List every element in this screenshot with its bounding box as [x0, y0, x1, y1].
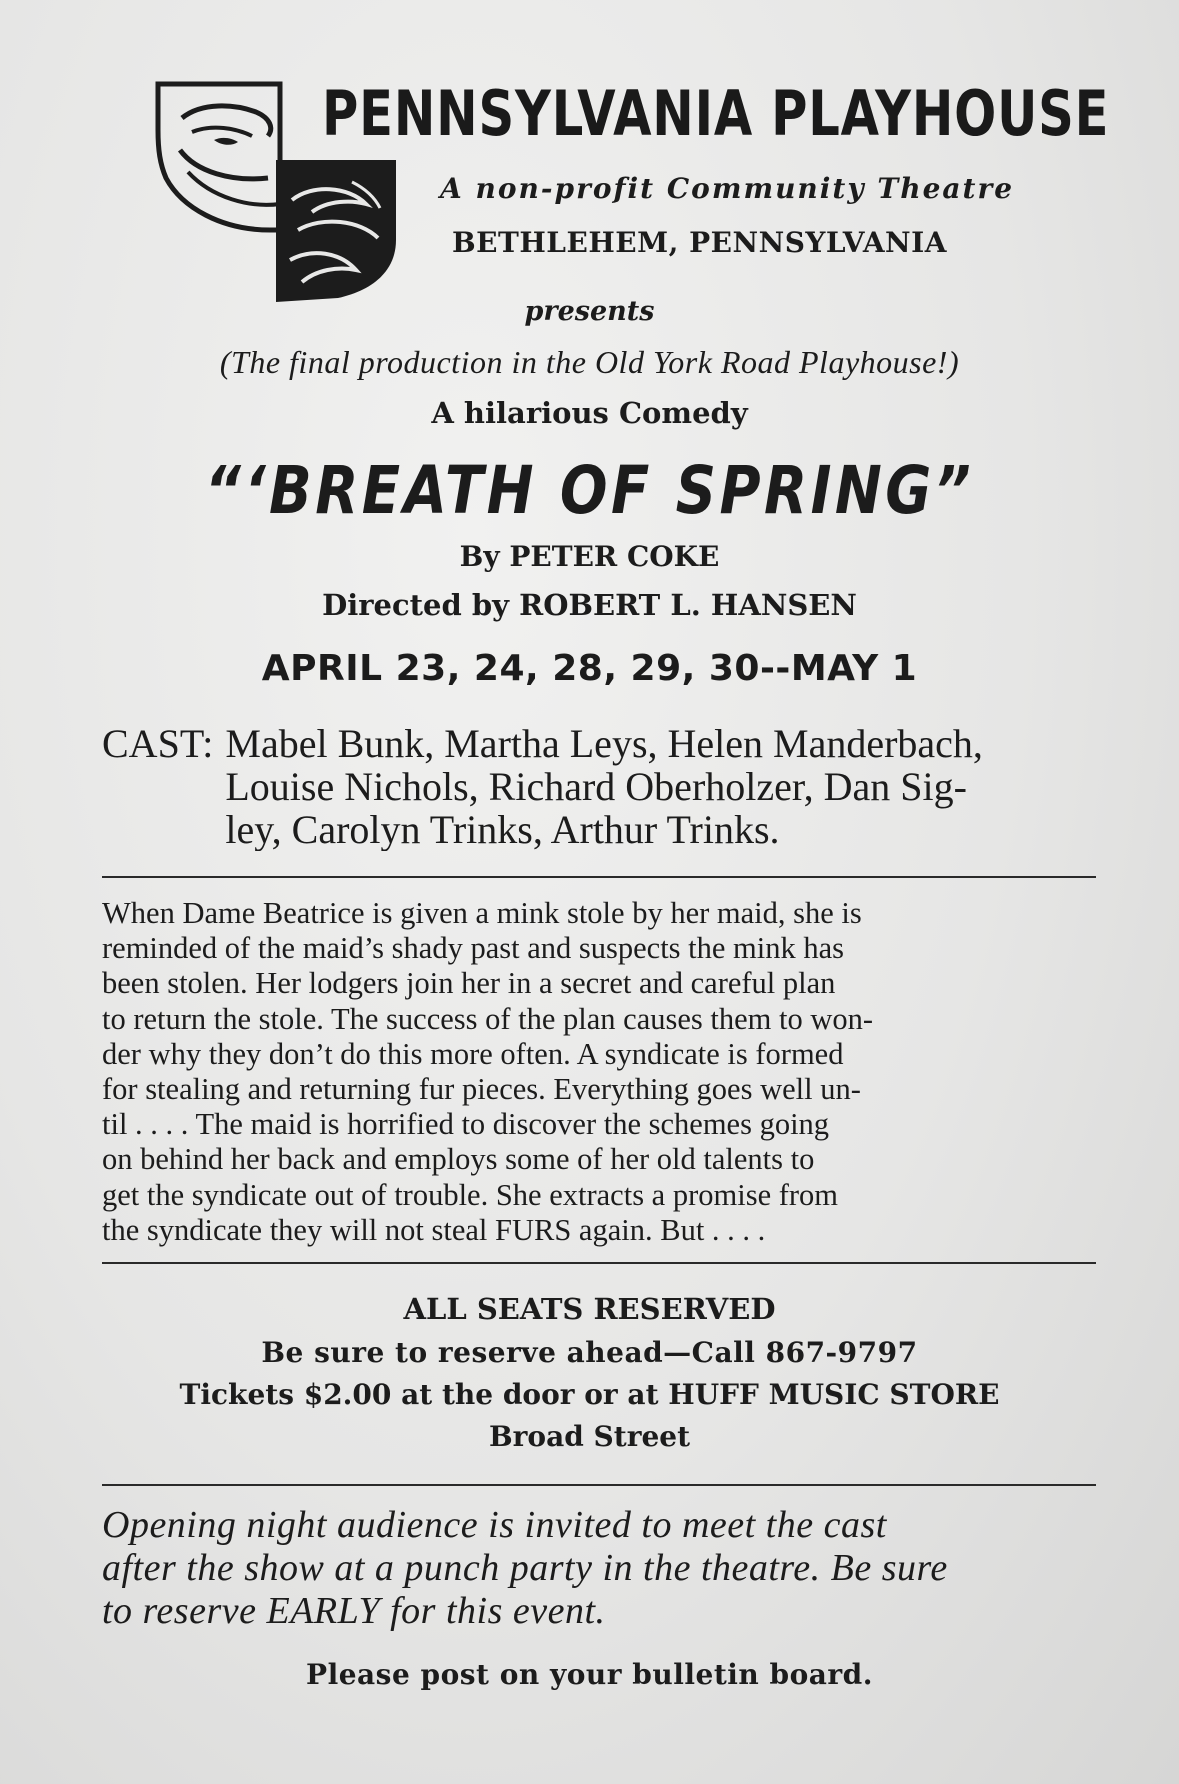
synopsis-line: When Dame Beatrice is given a mink stole by her maid, she is	[102, 896, 862, 930]
seats-reserved-text: ALL SEATS RESERVED	[403, 1292, 776, 1326]
cast-label: CAST:	[102, 721, 214, 766]
synopsis-line: get the syndicate out of trouble. She extracts a promise from	[102, 1177, 839, 1212]
synopsis-line: to return the stole. The success of the plan causes them to won-	[102, 1001, 874, 1036]
ticket-price-text: Tickets $2.00 at the door or at HUFF MUSIC STORE	[179, 1378, 1000, 1411]
divider-rule	[102, 876, 1096, 878]
genre-text: A hilarious Comedy	[431, 396, 748, 430]
divider-rule	[102, 1484, 1096, 1486]
opening-night-line: after the show at a punch party in the theatre. Be sure	[102, 1547, 948, 1589]
cast-list	[102, 722, 1102, 851]
play-director: Directed by ROBERT L. HANSEN	[322, 588, 857, 622]
opening-night-line: to reserve EARLY for this event.	[102, 1590, 606, 1632]
cast-line: Mabel Bunk, Martha Leys, Helen Manderbach,	[225, 722, 983, 766]
organization-name: PENNSYLVANIA PLAYHOUSE	[322, 77, 1110, 150]
opening-night-line: Opening night audience is invited to meet the cast	[102, 1504, 887, 1546]
play-title: “‘BREATH OF SPRING”	[204, 452, 975, 529]
synopsis-line: the syndicate they will not steal FURS again. But . . . .	[102, 1212, 766, 1247]
reserve-phone-text: Be sure to reserve ahead—Call 867-9797	[261, 1336, 918, 1369]
play-author: By PETER COKE	[459, 540, 720, 573]
cast-names	[225, 722, 1102, 851]
performance-dates: APRIL 23, 24, 28, 29, 30--MAY 1	[261, 648, 918, 689]
cast-line: ley, Carolyn Trinks, Arthur Trinks.	[225, 807, 780, 851]
synopsis-line: on behind her back and employs some of her old talents to	[102, 1142, 815, 1177]
divider-rule	[102, 1262, 1096, 1264]
synopsis	[102, 896, 1096, 1248]
production-note: (The final production in the Old York Road Playhouse!)	[219, 344, 960, 380]
organization-tagline: A non-profit Community Theatre	[440, 172, 1015, 205]
synopsis-line: til . . . . The maid is horrified to discover the schemes going	[102, 1107, 830, 1142]
synopsis-line: der why they don’t do this more often. A syndicate is formed	[102, 1036, 844, 1071]
cast-line: Louise Nichols, Richard Oberholzer, Dan Sig-	[225, 764, 967, 809]
organization-city: BETHLEHEM, PENNSYLVANIA	[452, 226, 947, 259]
opening-night-note	[102, 1504, 1102, 1633]
bulletin-board-note: Please post on your bulletin board.	[306, 1658, 873, 1691]
synopsis-line: reminded of the maid’s shady past and suspects the mink has	[102, 931, 845, 966]
synopsis-line: been stolen. Her lodgers join her in a secret and careful plan	[102, 966, 836, 1001]
store-street-text: Broad Street	[488, 1420, 691, 1453]
synopsis-line: for stealing and returning fur pieces. Everything goes well un-	[102, 1072, 861, 1107]
presents-text: presents	[524, 296, 655, 327]
